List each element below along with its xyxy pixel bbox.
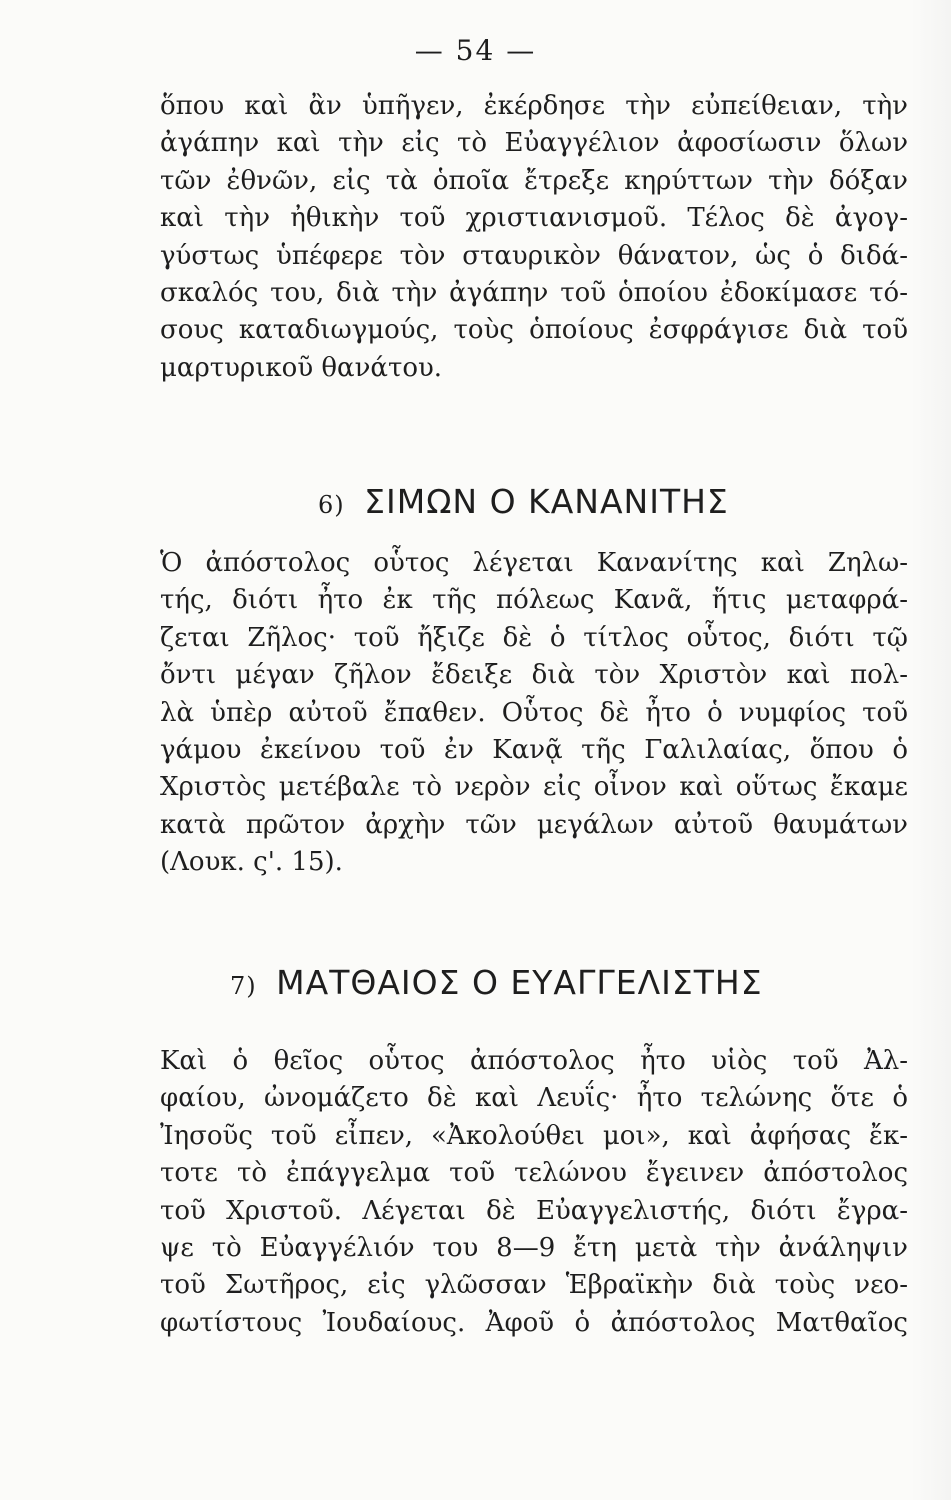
text-line: γάμου ἐκείνου τοῦ ἐν Κανᾷ τῆς Γαλιλαίας, ὅπου ὁ [160,735,908,766]
text-line: Ἰησοῦς τοῦ εἶπεν, «Ἀκολούθει μοι», καὶ ἀφήσας ἔκ- [160,1120,908,1151]
text-line: Ὁ ἀπόστολος οὗτος λέγεται Κανανίτης καὶ Ζηλω- [160,548,908,578]
text-line: τοτε τὸ ἐπάγγελμα τοῦ τελώνου ἔγεινεν ἀπόστολος [160,1158,908,1189]
text-line: γύστως ὑπέφερε τὸν σταυρικὸν θάνατον, ὡς ὁ διδά- [160,240,908,271]
text-line: τῶν ἐθνῶν, εἰς τὰ ὁποῖα ἔτρεξε κηρύττων τὴν δόξαν [160,165,908,196]
paragraph-3 [160,1043,908,1342]
section-heading-6 [0,482,951,521]
page-number: — 54 — [414,34,537,67]
text-line: τής, διότι ἦτο ἐκ τῆς πόλεως Κανᾶ, ἥτις μεταφρά- [160,585,908,616]
text-line: λὰ ὑπὲρ αὐτοῦ ἔπαθεν. Οὗτος δὲ ἦτο ὁ νυμφίος τοῦ [160,697,908,728]
text-line: φαίου, ὠνομάζετο δὲ καὶ Λευΐς· ἦτο τελώνης ὅτε ὁ [160,1083,908,1114]
text-line: σκαλός του, διὰ τὴν ἀγάπην τοῦ ὁποίου ἐδοκίμασε τό- [160,278,908,309]
text-line: μαρτυρικοῦ θανάτου. [160,352,443,383]
section-heading-7 [0,963,951,1002]
text-line: ἀγάπην καὶ τὴν εἰς τὸ Εὐαγγέλιον ἀφοσίωσιν ὅλων [160,128,908,159]
section-title: ΜΑΤΘΑΙΟΣ Ο ΕΥΑΓΓΕΛΙΣΤΗΣ [276,963,763,1002]
section-number: 7) [230,972,257,1000]
paragraph-2 [160,545,908,882]
paragraph-1 [160,88,908,387]
text-line: κατὰ πρῶτον ἀρχὴν τῶν μεγάλων αὐτοῦ θαυμάτων [160,809,908,840]
text-line: Χριστὸς μετέβαλε τὸ νερὸν εἰς οἶνον καὶ οὕτως ἔκαμε [160,772,908,803]
text-line: Καὶ ὁ θεῖος οὗτος ἀπόστολος ἦτο υἱὸς τοῦ Ἀλ- [160,1046,908,1076]
section-number: 6) [318,491,345,519]
text-line: φωτίστους Ἰουδαίους. Ἀφοῦ ὁ ἀπόστολος Ματθαῖος [160,1307,908,1338]
text-line: ζεται Ζῆλος· τοῦ ἤξιζε δὲ ὁ τίτλος οὗτος, διότι τῷ [160,622,908,653]
text-line: ὄντι μέγαν ζῆλον ἔδειξε διὰ τὸν Χριστὸν καὶ πολ- [160,660,908,691]
text-line: τοῦ Χριστοῦ. Λέγεται δὲ Εὐαγγελιστής, διότι ἔγρα- [160,1195,908,1226]
text-line: (Λουκ. ς'. 15). [160,847,343,878]
text-line: σους καταδιωγμούς, τοὺς ὁποίους ἐσφράγισε διὰ τοῦ [160,315,908,346]
scan-edge-shadow [911,0,951,1500]
text-line: ψε τὸ Εὐαγγέλιόν του 8—9 ἔτη μετὰ τὴν ἀνάληψιν [160,1233,908,1264]
text-line: ὅπου καὶ ἂν ὑπῆγεν, ἐκέρδησε τὴν εὐπείθειαν, τὴν [160,91,908,121]
section-title: ΣΙΜΩΝ Ο ΚΑΝΑΝΙΤΗΣ [364,482,729,521]
text-line: τοῦ Σωτῆρος, εἰς γλῶσσαν Ἑβραϊκὴν διὰ τοὺς νεο- [160,1270,908,1301]
text-line: καὶ τὴν ἠθικὴν τοῦ χριστιανισμοῦ. Τέλος δὲ ἀγογ- [160,203,908,234]
